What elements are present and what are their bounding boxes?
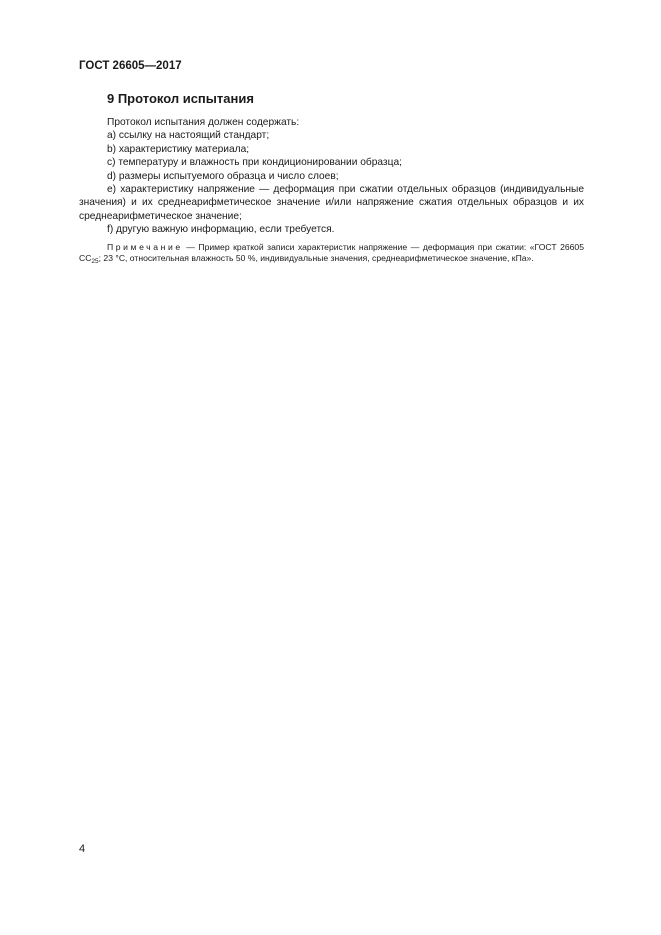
- list-item-a: а) ссылку на настоящий стандарт;: [107, 130, 270, 142]
- page-number: 4: [79, 843, 86, 855]
- note-dash: —: [182, 241, 199, 252]
- list-item-c: с) температуру и влажность при кондиционировании образца;: [107, 157, 402, 169]
- list-item-f: f) другую важную информацию, если требуется.: [107, 224, 335, 236]
- document-header: ГОСТ 26605—2017: [79, 60, 182, 72]
- note-subscript: 25: [91, 257, 99, 265]
- list-item-b: b) характеристику материала;: [107, 143, 250, 155]
- list-item-e: е) характеристику напряжение — деформация при сжатии отдельных образцов (индивидуальные значения) и их среднеарифметическое значение и/или напряжение сжатия отдельных образцов и их среднеарифметическое значение;: [79, 184, 584, 222]
- note-paragraph: [79, 242, 584, 264]
- section-title: 9 Протокол испытания: [107, 91, 254, 106]
- note-label: Примечание: [107, 241, 183, 252]
- list-item-d: d) размеры испытуемого образца и число слоев;: [107, 170, 339, 182]
- section-body: [79, 116, 584, 273]
- note-text-1: Пример краткой записи характеристик напряжение — деформация при сжатии: «ГОСТ 26605 СС: [79, 241, 584, 263]
- intro-paragraph: Протокол испытания должен содержать:: [107, 117, 300, 128]
- note-text-2: ; 23 °С, относительная влажность 50 %, индивидуальные значения, среднеарифметическое значение, кПа».: [98, 252, 534, 263]
